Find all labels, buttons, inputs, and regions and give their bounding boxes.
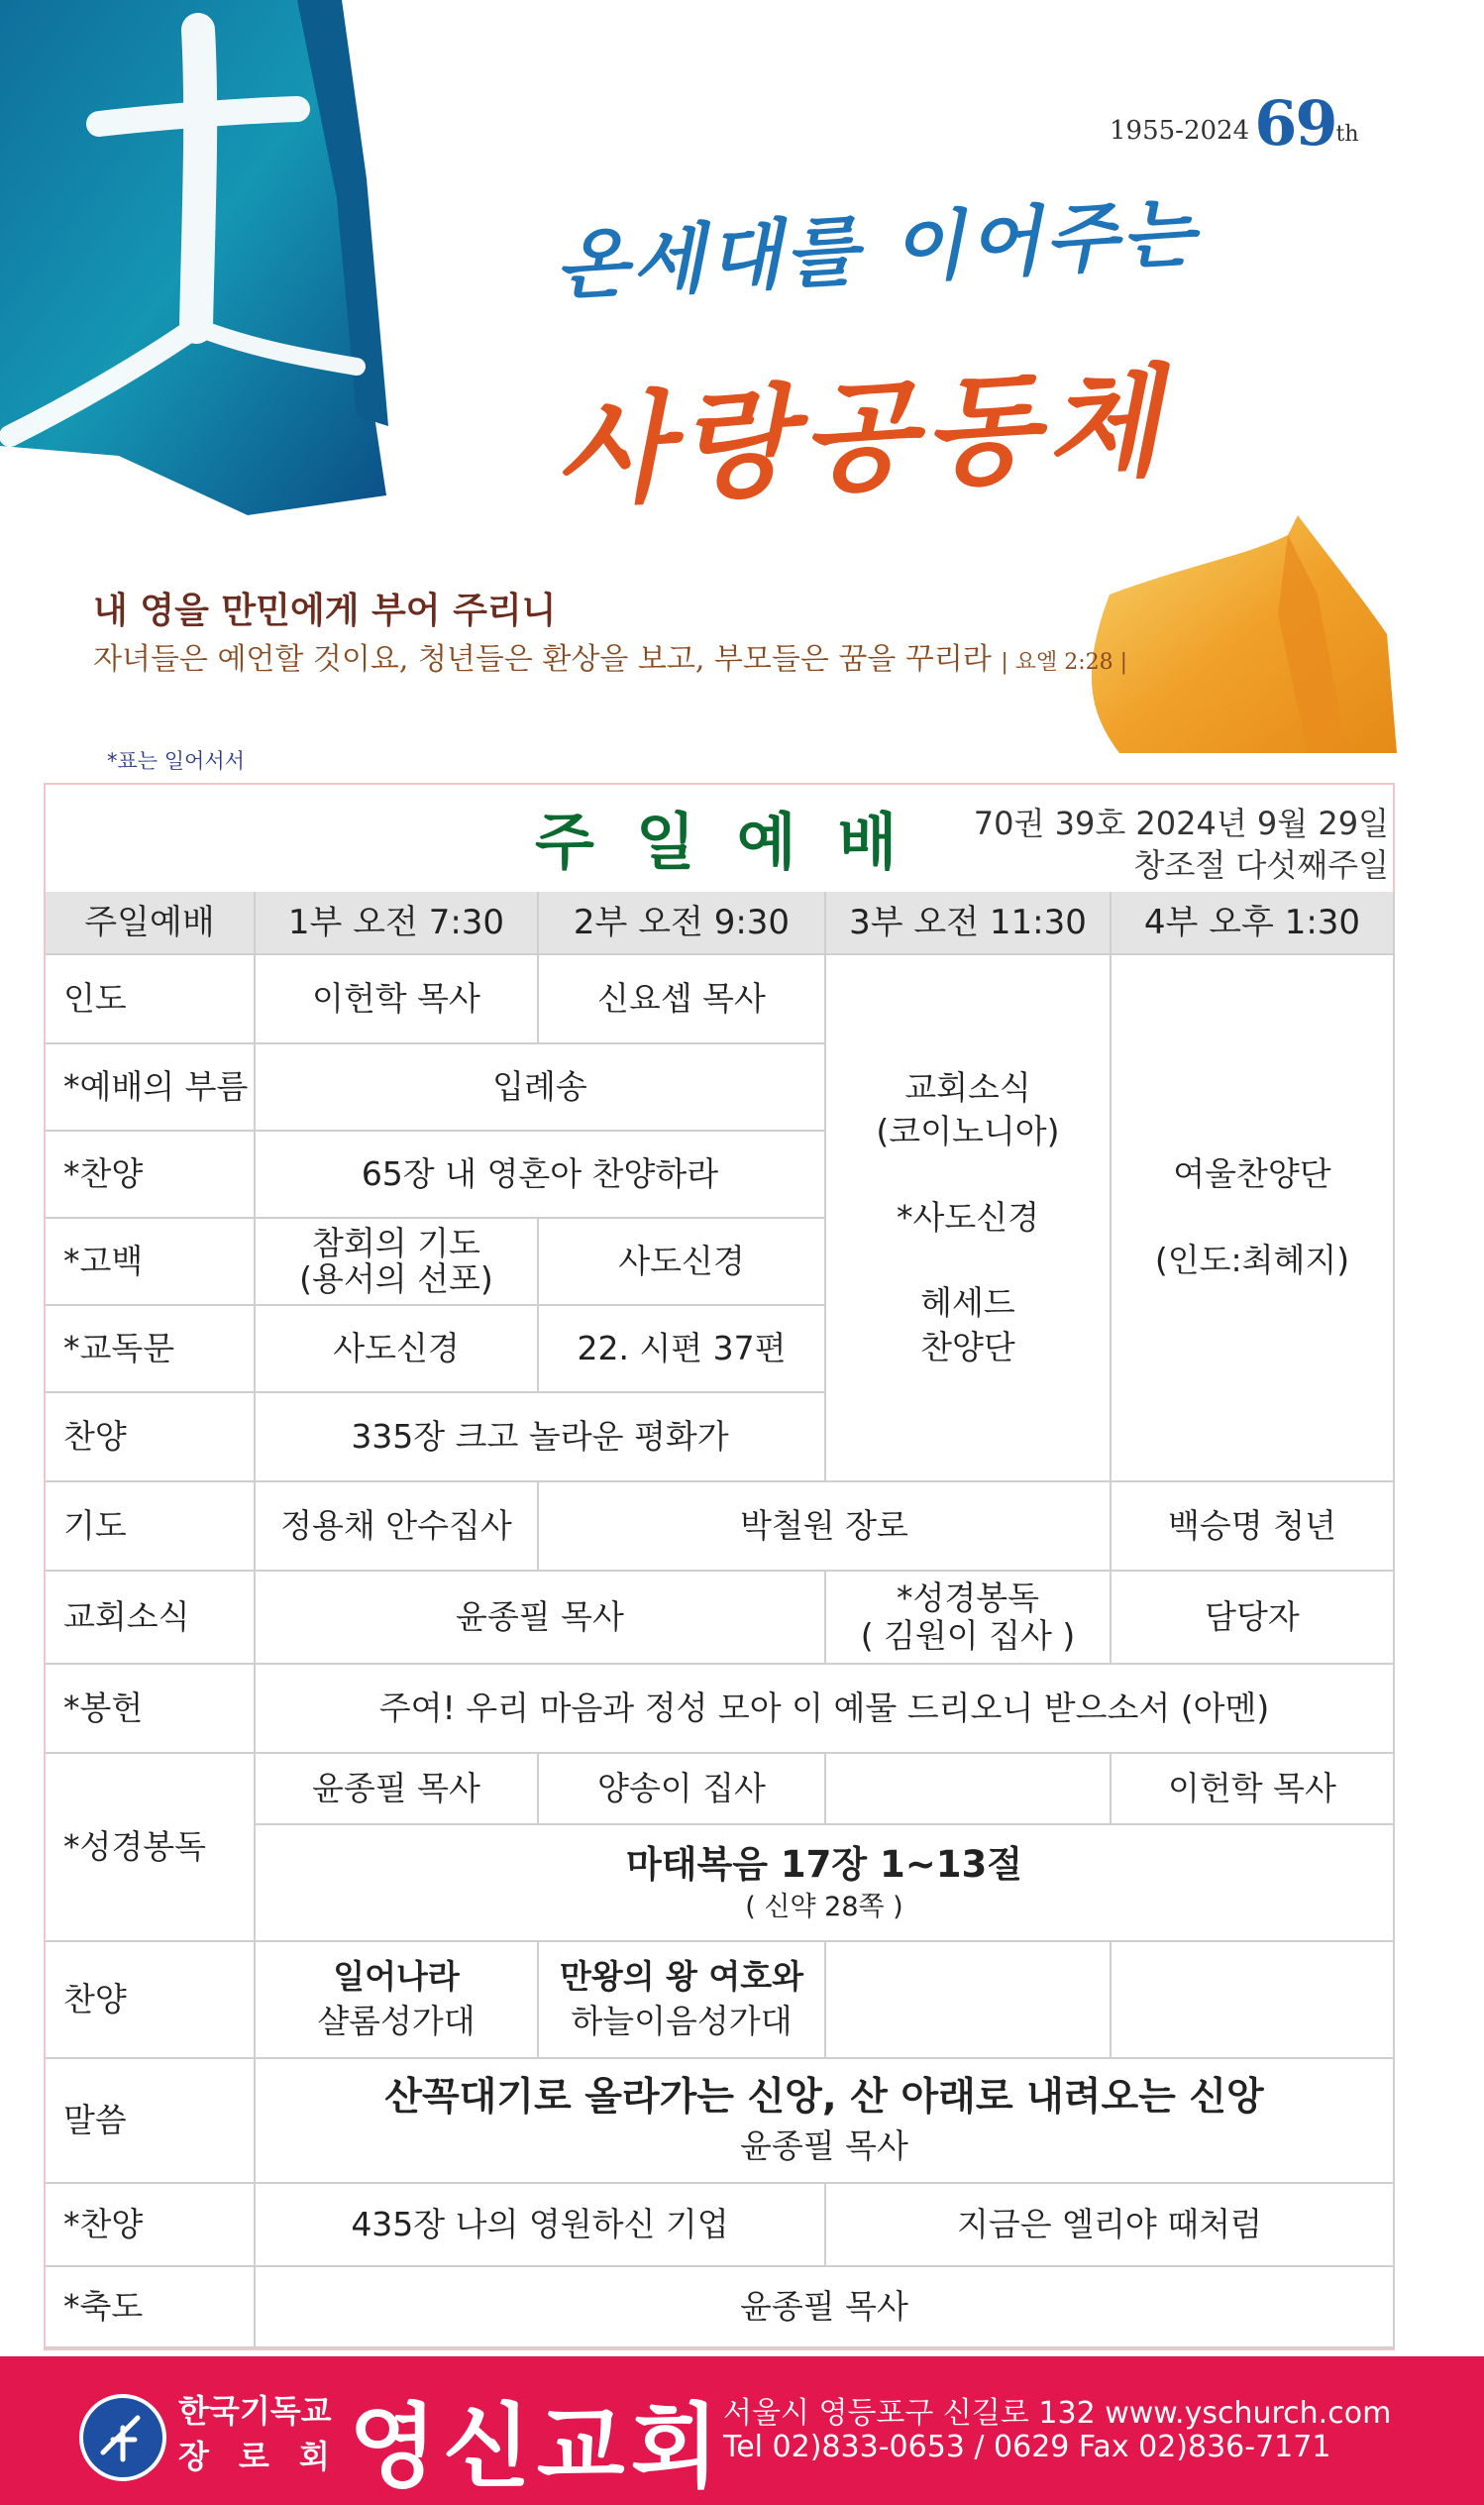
row-label-anthem: 찬양 — [46, 1942, 256, 2059]
fourth-block-line2: (인도:최혜지) — [1154, 1241, 1350, 1279]
third-block-line2: (코이노니아) — [876, 1112, 1060, 1151]
news-3rd — [826, 1572, 1112, 1665]
news-3rd-line1: *성경봉독 — [896, 1579, 1039, 1618]
anniversary-label — [1110, 87, 1359, 160]
anthem-2nd-song: 만왕의 왕 여호와 — [559, 1957, 804, 1997]
fourth-block-line1: 여울찬양단 — [1173, 1154, 1331, 1194]
anthem-4th — [1112, 1942, 1395, 2059]
prayer-1st: 정용채 안수집사 — [256, 1482, 539, 1572]
invocation-2nd: 신요셉 목사 — [539, 955, 826, 1044]
scripture-passage-page: ( 신약 28쪽 ) — [745, 1891, 903, 1922]
row-label-call: *예배의 부름 — [46, 1044, 256, 1132]
third-block-line4: 헤세드 — [920, 1283, 1015, 1323]
anthem-1st-choir: 샬롬성가대 — [317, 2002, 476, 2040]
row-label-sermon: 말씀 — [46, 2059, 256, 2184]
news-4th: 담당자 — [1112, 1572, 1395, 1665]
benediction-all: 윤종필 목사 — [256, 2267, 1395, 2348]
invocation-1st: 이헌학 목사 — [256, 955, 539, 1044]
issue-info: 70권 39호 2024년 9월 29일 — [973, 805, 1389, 842]
confession-1st-line2: (용서의 선포) — [299, 1259, 493, 1298]
church-phone: Tel 02)833-0653 / 0629 Fax 02)836-7171 — [723, 2430, 1331, 2464]
anniversary-suffix: th — [1335, 122, 1359, 147]
prayer-4th: 백승명 청년 — [1112, 1482, 1395, 1572]
gold-brush-shape — [1092, 515, 1397, 753]
hymn2-1st-2nd: 335장 크고 놀라운 평화가 — [256, 1393, 826, 1482]
row-label-offering: *봉헌 — [46, 1665, 256, 1754]
column-header-3rd: 3부 오전 11:30 — [826, 892, 1112, 955]
scripture-reader-1st: 윤종필 목사 — [256, 1754, 539, 1825]
news-3rd-line2: ( 김원이 집사 ) — [860, 1616, 1076, 1655]
row-label-hymn2: 찬양 — [46, 1393, 256, 1482]
scripture-reader-2nd: 양송이 집사 — [539, 1754, 826, 1825]
sermon-preacher: 윤종필 목사 — [740, 2126, 908, 2166]
third-block-line5: 찬양단 — [920, 1327, 1015, 1366]
confession-1st — [256, 1219, 539, 1306]
confession-2nd: 사도신경 — [539, 1219, 826, 1306]
verse-text — [93, 634, 1127, 678]
scripture-reader-3rd — [826, 1754, 1112, 1825]
third-block-line3: *사도신경 — [896, 1197, 1039, 1237]
column-header-4th: 4부 오후 1:30 — [1112, 892, 1395, 955]
season-info: 창조절 다섯째주일 — [1133, 846, 1389, 884]
prayer-2nd-3rd: 박철원 장로 — [539, 1482, 1112, 1572]
row-label-confession: *고백 — [46, 1219, 256, 1306]
service-title: 주일예배 — [535, 806, 939, 878]
row-label-invocation: 인도 — [46, 955, 256, 1044]
sermon-title: 산꼭대기로 올라가는 신앙, 산 아래로 내려오는 신앙 — [384, 2075, 1264, 2121]
slogan-line1: 온세대를 이어주는 — [552, 188, 1201, 310]
fourth-service-block — [1112, 955, 1395, 1482]
row-label-hymn1: *찬양 — [46, 1132, 256, 1219]
years-span: 1955-2024 — [1110, 116, 1250, 146]
news-1st-2nd: 윤종필 목사 — [256, 1572, 826, 1665]
third-service-block — [826, 955, 1112, 1482]
row-label-scripture: *성경봉독 — [46, 1754, 256, 1942]
logo-cross-icon — [83, 2398, 162, 2477]
anniversary-number: 69 — [1254, 87, 1336, 160]
row-label-news: 교회소식 — [46, 1572, 256, 1665]
denomination-line1: 한국기독교 — [178, 2392, 332, 2430]
column-header-service: 주일예배 — [46, 892, 256, 955]
anthem-3rd — [826, 1942, 1112, 2059]
stand-note: *표는 일어서서 — [107, 749, 245, 773]
anthem-2nd-choir: 하늘이음성가대 — [571, 2002, 793, 2040]
anthem-1st — [256, 1942, 539, 2059]
slogan-line2: 사랑공동체 — [551, 353, 1172, 523]
column-header-1st: 1부 오전 7:30 — [256, 892, 539, 955]
column-header-2nd: 2부 오전 9:30 — [539, 892, 826, 955]
hymn3-3rd-4th: 지금은 엘리야 때처럼 — [826, 2184, 1395, 2267]
scripture-passage-title: 마태복음 17장 1~13절 — [626, 1843, 1022, 1887]
third-block-line1: 교회소식 — [904, 1067, 1031, 1107]
reading-2nd: 22. 시편 37편 — [539, 1306, 826, 1393]
sermon-all — [256, 2059, 1395, 2184]
row-label-reading: *교독문 — [46, 1306, 256, 1393]
reading-1st: 사도신경 — [256, 1306, 539, 1393]
row-label-benediction: *축도 — [46, 2267, 256, 2348]
call-1st-2nd: 입례송 — [256, 1044, 826, 1132]
offering-all: 주여! 우리 마음과 정성 모아 이 예물 드리오니 받으소서 (아멘) — [256, 1665, 1395, 1754]
denomination-line2: 장로회 — [178, 2438, 360, 2475]
hymn1-1st-2nd: 65장 내 영혼아 찬양하라 — [256, 1132, 826, 1219]
church-logo-icon — [79, 2394, 166, 2481]
row-label-prayer: 기도 — [46, 1482, 256, 1572]
confession-1st-line1: 참회의 기도 — [312, 1223, 480, 1262]
row-label-hymn3: *찬양 — [46, 2184, 256, 2267]
anthem-1st-song: 일어나라 — [333, 1957, 460, 1997]
church-name: 영신교회 — [349, 2394, 725, 2500]
scripture-reader-4th: 이헌학 목사 — [1112, 1754, 1395, 1825]
anthem-2nd — [539, 1942, 826, 2059]
scripture-passage — [256, 1825, 1395, 1942]
church-address: 서울시 영등포구 신길로 132 www.yschurch.com — [723, 2396, 1392, 2431]
verse-ref: | 요엘 2:28 | — [1001, 650, 1128, 675]
verse-body: 자녀들은 예언할 것이요, 청년들은 환상을 보고, 부모들은 꿈을 꾸리라 — [93, 642, 992, 677]
verse-title: 내 영을 만민에게 부어 주리니 — [93, 591, 557, 631]
hymn3-1st-2nd: 435장 나의 영원하신 기업 — [256, 2184, 826, 2267]
